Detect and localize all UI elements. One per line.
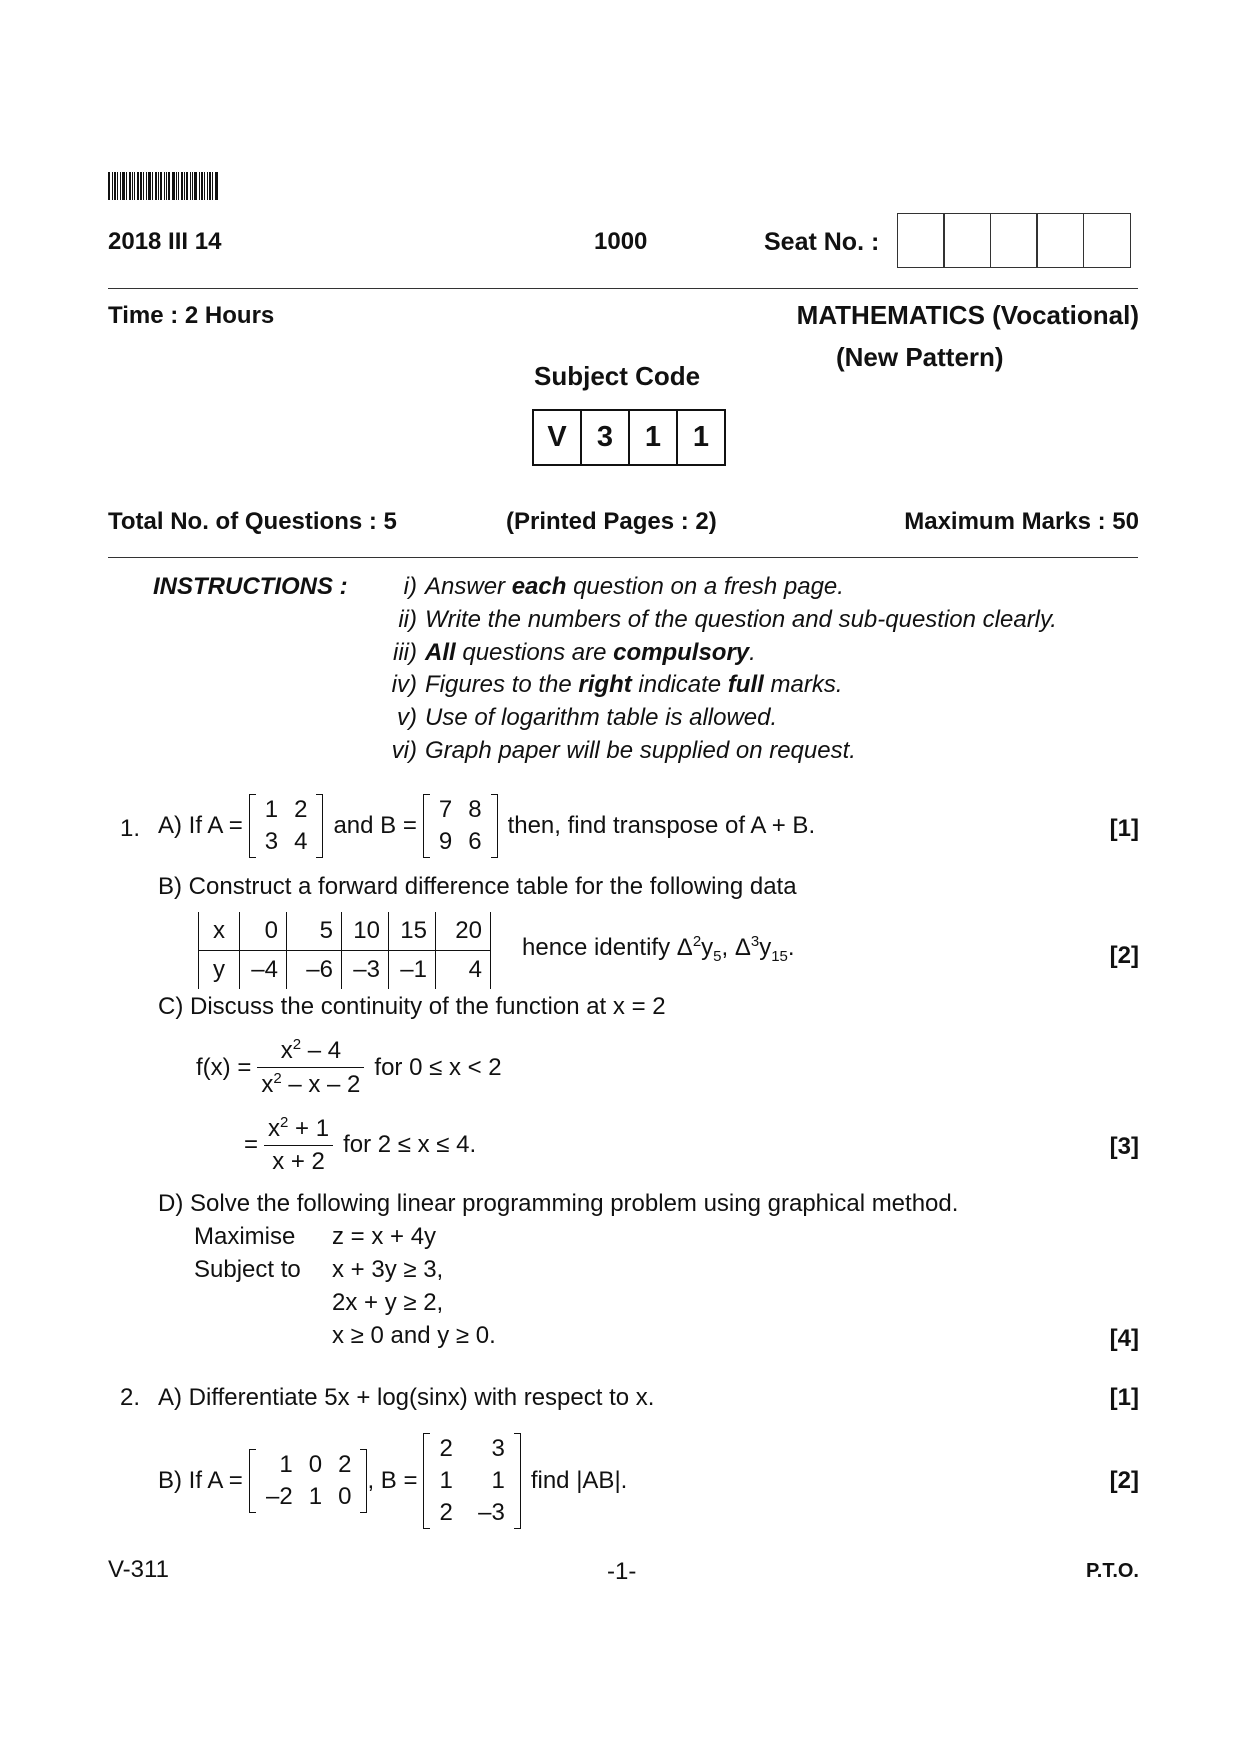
footer-pto: P.T.O.: [1086, 1560, 1139, 1582]
subject-title: MATHEMATICS (Vocational): [796, 300, 1139, 330]
lpp-maximise-label: Maximise: [194, 1223, 296, 1250]
q1c-piece-2: = $\frac{x^2 + 1}{x + 2}$ for 2 ≤ x ≤ 4.: [244, 1114, 477, 1175]
lpp-constraint-3: x ≥ 0 and y ≥ 0.: [332, 1322, 496, 1349]
barcode: [108, 172, 248, 200]
seat-label: Seat No. :: [764, 228, 880, 256]
matrix-a-2x3: 1 0 2 –2 1 0: [249, 1449, 368, 1513]
instructions-label: INSTRUCTIONS :: [153, 573, 348, 600]
seat-box[interactable]: [990, 213, 1038, 268]
subject-code-char: 1: [676, 409, 726, 466]
matrix-a: 1 2 3 4: [249, 794, 324, 858]
q2b-line: B) If A = 1 0 2 –2 1 0 , B = 2 3 1 1 2 –3 find |AB|.: [158, 1420, 627, 1542]
footer-page-number: -1-: [607, 1558, 637, 1585]
seat-box[interactable]: [897, 213, 945, 268]
max-marks: Maximum Marks : 50: [904, 508, 1139, 535]
seat-box[interactable]: [1036, 213, 1084, 268]
printed-pages: (Printed Pages : 2): [506, 508, 717, 535]
lpp-constraint-2: 2x + y ≥ 2,: [332, 1289, 444, 1316]
seat-box[interactable]: [943, 213, 991, 268]
q1a-line: A) If A = 1 2 3 4 and B = 7 8 9 6 then, find transpose of A + B.: [158, 786, 815, 866]
seat-number-boxes[interactable]: [898, 213, 1131, 268]
subject-code-char: V: [532, 409, 582, 466]
total-questions: Total No. of Questions : 5: [108, 508, 397, 535]
subject-code-label: Subject Code: [534, 361, 701, 391]
q2b-marks: [2]: [1109, 1467, 1139, 1494]
divider: [108, 557, 1138, 558]
q1b-text: B) Construct a forward difference table for the following data: [158, 873, 797, 900]
instruction-5: v) Use of logarithm table is allowed.: [397, 704, 778, 731]
subject-code-char: 3: [580, 409, 630, 466]
pattern-label: (New Pattern): [836, 342, 1004, 372]
lpp-constraint-1: x + 3y ≥ 3,: [332, 1256, 444, 1283]
lpp-objective: z = x + 4y: [332, 1223, 437, 1250]
instruction-2: ii) Write the numbers of the question and sub-question clearly.: [398, 606, 1057, 633]
copy-count: 1000: [594, 228, 648, 255]
q2a-marks: [1]: [1109, 1384, 1139, 1411]
q1d-text: D) Solve the following linear programming problem using graphical method.: [158, 1190, 959, 1217]
forward-difference-data-table: x 0 5 10 15 20 y –4 –6 –3 –1 4: [198, 912, 491, 989]
instruction-4: iv) Figures to the right indicate full marks.: [391, 671, 843, 698]
q2-number: 2.: [120, 1384, 141, 1411]
q1a-marks: [1]: [1109, 815, 1139, 842]
footer-paper-code: V-311: [108, 1556, 169, 1583]
subject-code-boxes: [534, 409, 726, 466]
lpp-subject-to-label: Subject to: [194, 1256, 301, 1283]
q1b-identify: hence identify $\Delta^2y_5$, $\Delta^3y_{15}$.: [522, 933, 795, 965]
instruction-3: iii) All questions are compulsory.: [393, 639, 756, 666]
divider: [108, 288, 1138, 289]
q1c-text: C) Discuss the continuity of the function at x = 2: [158, 993, 666, 1020]
subject-code-char: 1: [628, 409, 678, 466]
q1b-marks: [2]: [1109, 942, 1139, 969]
instruction-6: vi) Graph paper will be supplied on request.: [391, 737, 856, 764]
q2a-text: A) Differentiate 5x + log(sinx) with respect to x.: [158, 1384, 655, 1411]
q1c-marks: [3]: [1109, 1133, 1139, 1160]
instruction-1: i) Answer each question on a fresh page.: [403, 573, 844, 600]
time-label: Time : 2 Hours: [108, 302, 275, 329]
matrix-b-3x2: 2 3 1 1 2 –3: [423, 1433, 520, 1529]
matrix-b: 7 8 9 6: [423, 794, 498, 858]
q1d-marks: [4]: [1109, 1325, 1139, 1352]
seat-box[interactable]: [1083, 213, 1131, 268]
q1c-piece-1: f(x) = $\frac{x^2 - 4}{x^2 - x - 2}$ for 0 ≤ x < 2: [196, 1036, 502, 1098]
exam-code: 2018 III 14: [108, 228, 222, 255]
q1-number: 1.: [120, 815, 141, 842]
